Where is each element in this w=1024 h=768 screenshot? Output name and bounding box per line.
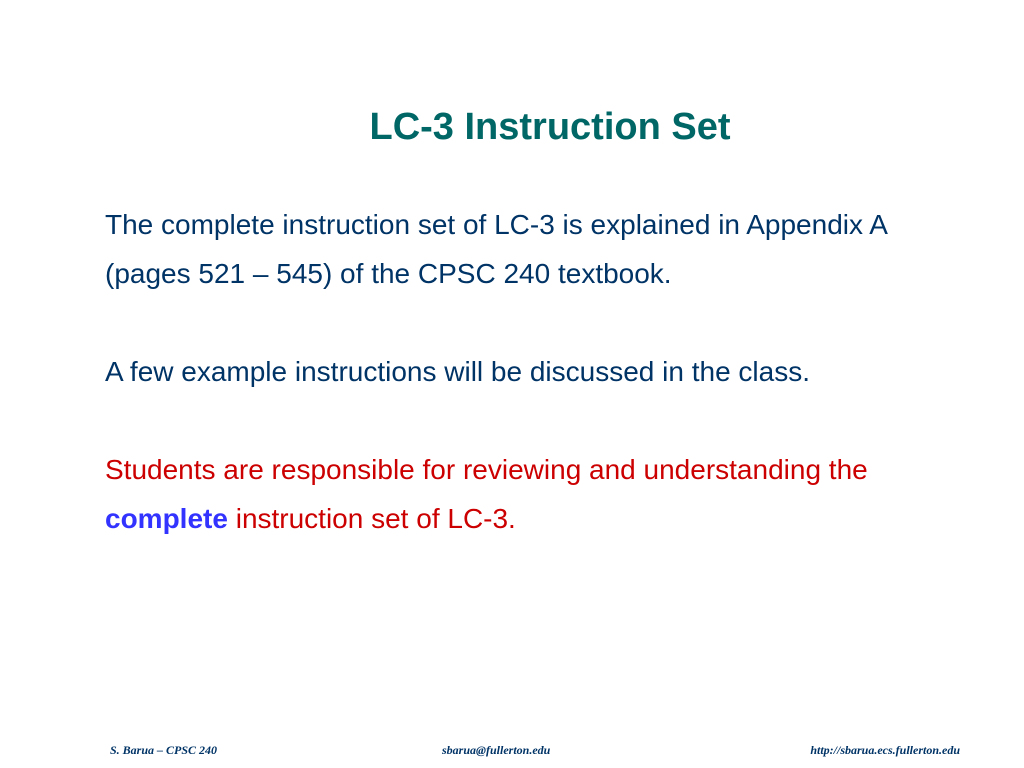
slide-title: LC-3 Instruction Set <box>369 106 731 148</box>
footer-email: sbarua@fullerton.edu <box>442 743 551 757</box>
note-emphasis: complete <box>105 503 228 534</box>
note-text-after: instruction set of LC-3. <box>227 503 516 534</box>
paragraph-appendix: The complete instruction set of LC-3 is explained in Appendix A (pages 521 – 545) of the CPSC 240 textbook. <box>105 209 887 289</box>
paragraph-examples: A few example instructions will be discussed in the class. <box>105 356 810 387</box>
note-text-before: Students are responsible for reviewing and understanding the <box>105 454 868 485</box>
slide-body <box>105 200 965 543</box>
footer-url: http://sbarua.ecs.fullerton.edu <box>810 743 960 757</box>
responsibility-note <box>105 445 965 543</box>
footer-author: S. Barua – CPSC 240 <box>110 743 218 757</box>
